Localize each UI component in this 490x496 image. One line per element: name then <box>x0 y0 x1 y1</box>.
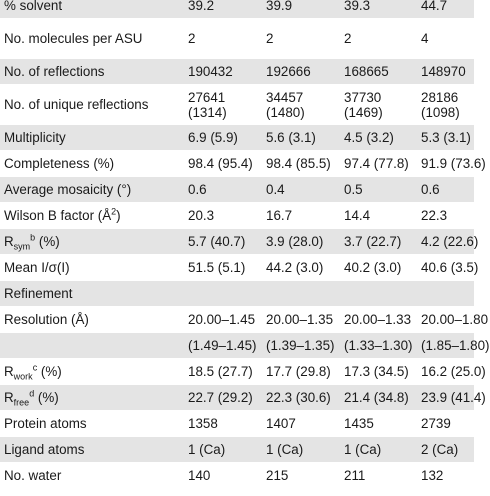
cell-value: 190432 <box>174 59 252 85</box>
row-label: $R_{sym}^b$ (%) <box>0 229 174 255</box>
cell-value: 1 (Ca) <box>252 437 330 463</box>
cell-value: 2 (Ca) <box>407 437 474 463</box>
cell-value: 1 (Ca) <box>330 437 407 463</box>
cell-value <box>330 281 407 307</box>
cell-value: 192666 <box>252 59 330 85</box>
row-label: Mean I/σ(I) <box>0 255 174 281</box>
table-row <box>0 177 474 203</box>
cell-value: 20.3 <box>174 203 252 229</box>
cell-value: 132 <box>407 463 474 489</box>
cell-value: 39.2 <box>174 0 252 19</box>
cell-value: 20.00–1.80 <box>407 307 474 333</box>
cell-value: 211 <box>330 463 407 489</box>
cell-value: 39.9 <box>252 0 330 19</box>
table-row <box>0 281 474 307</box>
cell-value: 0.5 <box>330 177 407 203</box>
row-label: Refinement <box>0 281 174 307</box>
cell-value: 40.6 (3.5) <box>407 255 474 281</box>
cell-value: (1.49–1.45) <box>174 333 252 359</box>
cell-value: 1 (Ca) <box>174 437 252 463</box>
cell-value: 20.00–1.45 <box>174 307 252 333</box>
row-label: No. molecules per ASU <box>0 19 174 59</box>
cell-value: 98.4 (95.4) <box>174 151 252 177</box>
cell-value: 40.2 (3.0) <box>330 255 407 281</box>
table-row <box>0 385 474 411</box>
table-row <box>0 203 474 229</box>
cell-value: 5.3 (3.1) <box>407 125 474 151</box>
cell-value: 148970 <box>407 59 474 85</box>
cell-value: (1.39–1.35) <box>252 333 330 359</box>
cell-value: (1.85–1.80) <box>407 333 474 359</box>
cell-value: 215 <box>252 463 330 489</box>
table-row <box>0 85 474 125</box>
table-row <box>0 0 474 19</box>
row-label: Protein atoms <box>0 411 174 437</box>
cell-value: 20.00–1.35 <box>252 307 330 333</box>
row-label: % solvent <box>0 0 174 19</box>
cell-value: 97.4 (77.8) <box>330 151 407 177</box>
row-label: $R_{free}^d$ (%) <box>0 385 174 411</box>
row-label: Average mosaicity (°) <box>0 177 174 203</box>
table-row <box>0 151 474 177</box>
cell-value: 1435 <box>330 411 407 437</box>
table-row <box>0 463 474 489</box>
cell-value: 168665 <box>330 59 407 85</box>
cell-value: 51.5 (5.1) <box>174 255 252 281</box>
cell-value: 0.4 <box>252 177 330 203</box>
table-row <box>0 229 474 255</box>
cell-value: 16.7 <box>252 203 330 229</box>
cell-value: 2739 <box>407 411 474 437</box>
cell-value: 20.00–1.33 <box>330 307 407 333</box>
cell-value: 17.7 (29.8) <box>252 359 330 385</box>
row-label <box>0 333 174 359</box>
cell-value: 6.9 (5.9) <box>174 125 252 151</box>
row-label: $R_{work}^c$ (%) <box>0 359 174 385</box>
cell-value <box>252 281 330 307</box>
cell-value: 0.6 <box>174 177 252 203</box>
cell-value: 44.7 <box>407 0 474 19</box>
table-row <box>0 359 474 385</box>
cell-value: 5.6 (3.1) <box>252 125 330 151</box>
row-label: No. water <box>0 463 174 489</box>
cell-value: 18.5 (27.7) <box>174 359 252 385</box>
row-label: Completeness (%) <box>0 151 174 177</box>
cell-value: 1358 <box>174 411 252 437</box>
row-label: Resolution (Å) <box>0 307 174 333</box>
cell-value: 98.4 (85.5) <box>252 151 330 177</box>
cell-value: 1407 <box>252 411 330 437</box>
cell-value: 34457 (1480) <box>252 85 330 125</box>
cell-value <box>174 281 252 307</box>
table-row <box>0 125 474 151</box>
cell-value: 27641 (1314) <box>174 85 252 125</box>
cell-value: 21.4 (34.8) <box>330 385 407 411</box>
row-label: Ligand atoms <box>0 437 174 463</box>
cell-value: 28186 (1098) <box>407 85 474 125</box>
cell-value: 0.6 <box>407 177 474 203</box>
cell-value: 16.2 (25.0) <box>407 359 474 385</box>
cell-value: 5.7 (40.7) <box>174 229 252 255</box>
cell-value: 22.3 (30.6) <box>252 385 330 411</box>
row-label: No. of reflections <box>0 59 174 85</box>
table-row <box>0 411 474 437</box>
cell-value: 2 <box>174 19 252 59</box>
cell-value: 3.9 (28.0) <box>252 229 330 255</box>
row-label: No. of unique reflections <box>0 85 174 125</box>
cell-value: 39.3 <box>330 0 407 19</box>
cell-value: (1.33–1.30) <box>330 333 407 359</box>
cell-value: 91.9 (73.6) <box>407 151 474 177</box>
cell-value: 37730 (1469) <box>330 85 407 125</box>
cell-value: 23.9 (41.4) <box>407 385 474 411</box>
table-row <box>0 59 474 85</box>
cell-value: 17.3 (34.5) <box>330 359 407 385</box>
row-label: Wilson B factor $(Å^2)$ <box>0 203 174 229</box>
cell-value: 3.7 (22.7) <box>330 229 407 255</box>
cell-value: 22.3 <box>407 203 474 229</box>
cell-value: 4 <box>407 19 474 59</box>
cell-value: 2 <box>330 19 407 59</box>
table-row <box>0 19 474 59</box>
table-row <box>0 255 474 281</box>
cell-value: 14.4 <box>330 203 407 229</box>
cell-value: 2 <box>252 19 330 59</box>
cell-value: 140 <box>174 463 252 489</box>
row-label: Multiplicity <box>0 125 174 151</box>
cell-value: 4.5 (3.2) <box>330 125 407 151</box>
table-row <box>0 333 474 359</box>
table-row <box>0 437 474 463</box>
cell-value: 22.7 (29.2) <box>174 385 252 411</box>
cell-value: 44.2 (3.0) <box>252 255 330 281</box>
cell-value <box>407 281 474 307</box>
cell-value: 4.2 (22.6) <box>407 229 474 255</box>
table-row <box>0 307 474 333</box>
